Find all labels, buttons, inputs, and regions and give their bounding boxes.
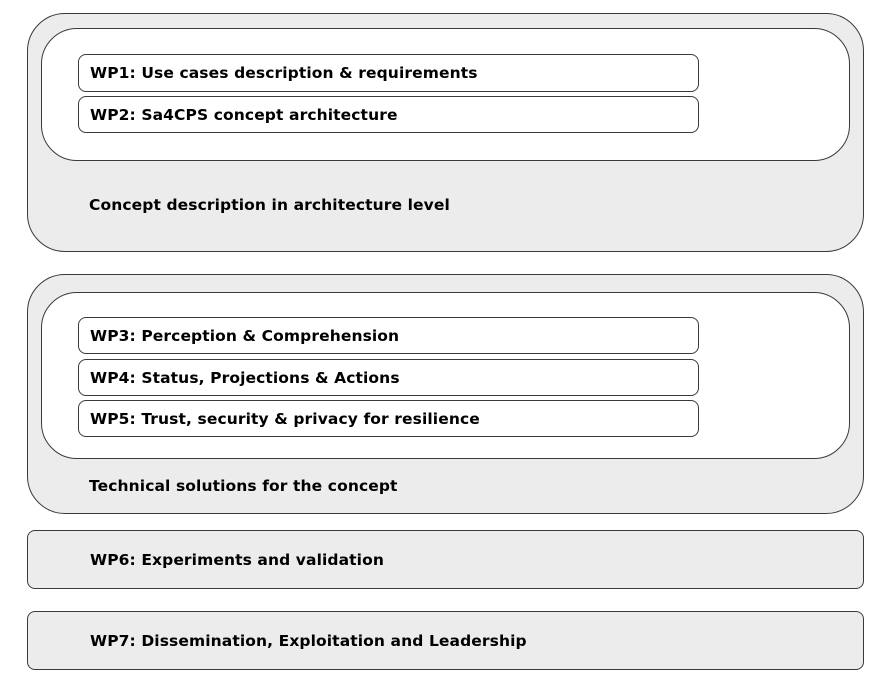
concept-description-inner-panel bbox=[41, 28, 850, 161]
wp1-box bbox=[78, 54, 699, 92]
wp4-box bbox=[78, 359, 699, 396]
technical-solutions-caption: Technical solutions for the concept bbox=[89, 477, 398, 495]
wp7-bar bbox=[27, 611, 864, 670]
concept-description-caption: Concept description in architecture level bbox=[89, 196, 450, 214]
wp3-box bbox=[78, 317, 699, 354]
wp5-label: WP5: Trust, security & privacy for resilience bbox=[90, 409, 480, 428]
wp2-label: WP2: Sa4CPS concept architecture bbox=[90, 105, 398, 124]
wp6-label: WP6: Experiments and validation bbox=[90, 550, 384, 569]
wp3-label: WP3: Perception & Comprehension bbox=[90, 326, 400, 345]
wp7-label: WP7: Dissemination, Exploitation and Leadership bbox=[90, 631, 527, 650]
wp4-label: WP4: Status, Projections & Actions bbox=[90, 368, 400, 387]
wp6-bar bbox=[27, 530, 864, 589]
wp2-box bbox=[78, 96, 699, 133]
wp1-label: WP1: Use cases description & requirements bbox=[90, 64, 478, 82]
wp5-box bbox=[78, 400, 699, 437]
